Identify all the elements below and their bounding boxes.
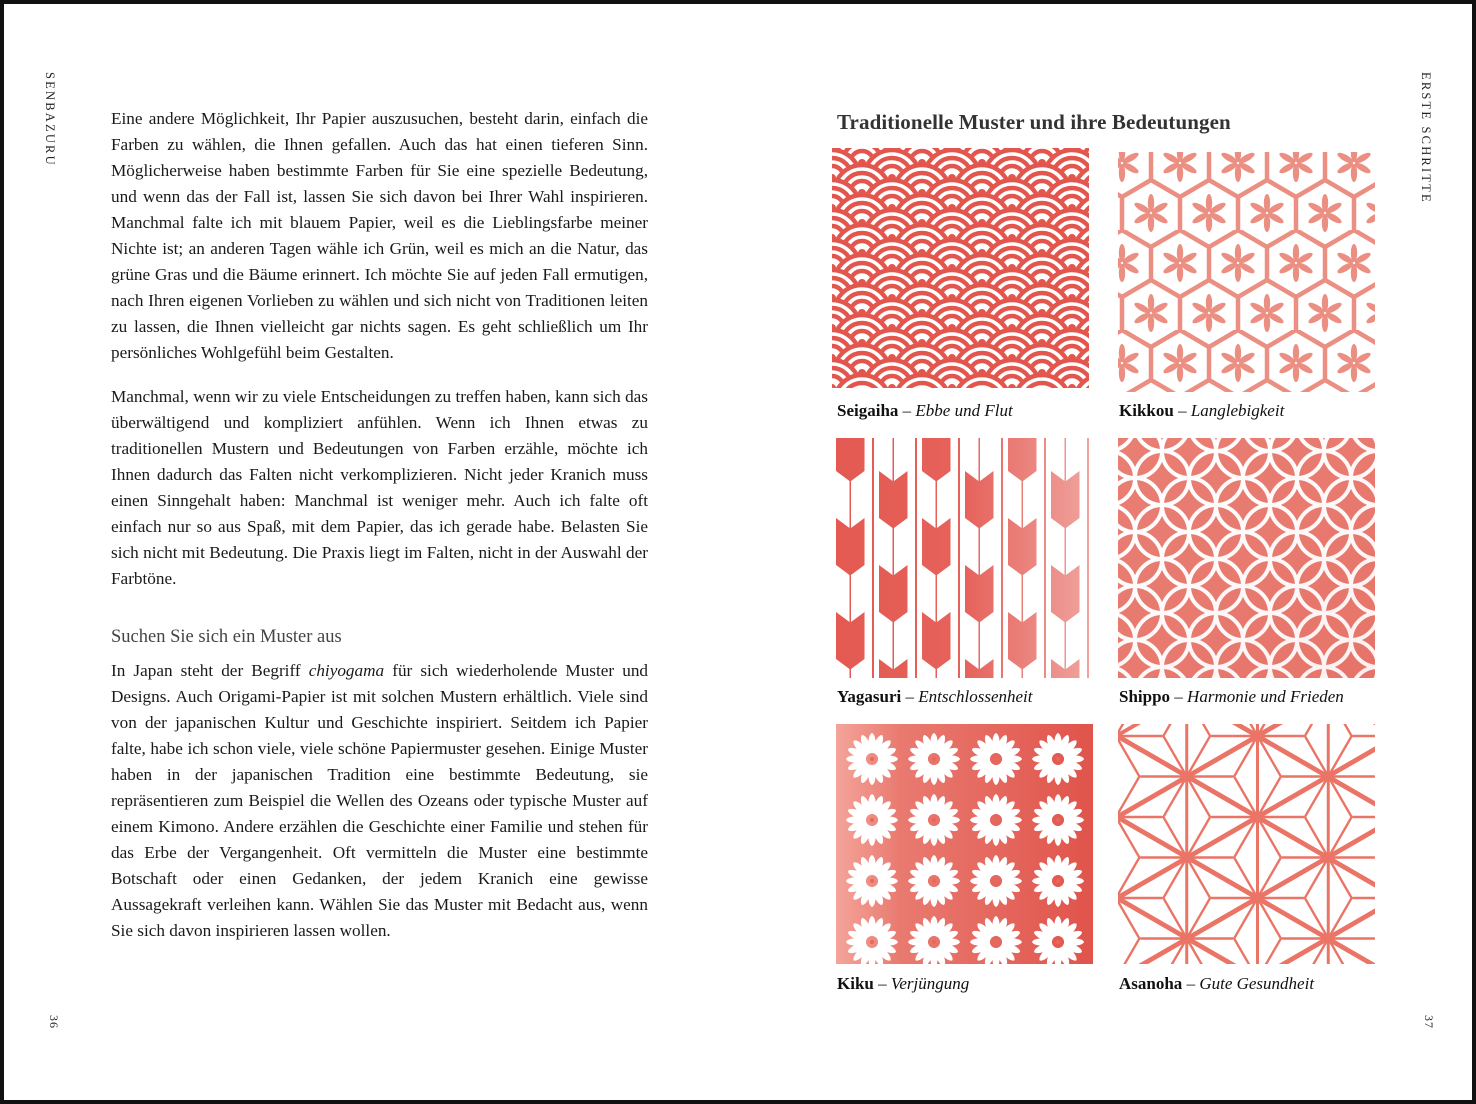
caption-kikkou (1119, 401, 1284, 421)
chrysanthemum-flower (1032, 733, 1084, 785)
pattern-name: Kiku (837, 974, 874, 993)
paragraph-1: Eine andere Möglichkeit, Ihr Papier auszusuchen, besteht darin, einfach die Farben zu wählen, die Ihnen gefallen. Auch das hat einen tieferen Sinn. Möglicherweise haben bestimmte Farben für Sie eine spezielle Bedeutung, und wenn das der Fall ist, lassen Sie sich davon bei Ihrer Wahl inspirieren. Manchmal falte ich mit blauem Papier, weil es die Lieblingsfarbe meiner Nichte ist; an anderen Tagen wähle ich Grün, weil es mich an die Natur, das grüne Gras und die Bäume erinnert. Ich möchte Sie auf jeden Fall ermutigen, nach Ihren eigenen Vorlieben zu wählen und sich nicht von Traditionen leiten zu lassen, die Ihnen vielleicht gar nichts sagen. Es geht schließlich um Ihr persönliches Wohlgefühl beim Gestalten. (111, 109, 648, 362)
chrysanthemum-flower (908, 794, 960, 846)
caption-seigaiha (837, 401, 1013, 421)
chrysanthemum-flower (846, 733, 898, 785)
chrysanthemum-flower (908, 855, 960, 907)
caption-separator: – (898, 401, 916, 420)
caption-separator: – (1173, 401, 1191, 420)
seigaiha-pattern-icon (832, 148, 1089, 388)
pattern-image-kiku (836, 724, 1093, 964)
chrysanthemum-flower (970, 733, 1022, 785)
chrysanthemum-flower (908, 733, 960, 785)
caption-separator: – (873, 974, 891, 993)
caption-shippo (1119, 687, 1344, 707)
pattern-name: Seigaiha (837, 401, 899, 420)
page-number-left: 36 (47, 1015, 61, 1029)
chrysanthemum-flower (970, 855, 1022, 907)
chrysanthemum-flower (846, 855, 898, 907)
term-chiyogama: chiyogama (308, 661, 385, 680)
subheading: Suchen Sie sich ein Muster aus (111, 627, 342, 647)
pattern-image-asanoha (1118, 724, 1375, 964)
pattern-image-yagasuri (836, 438, 1093, 678)
asanoha-pattern-icon (1118, 724, 1375, 964)
caption-kiku (837, 974, 969, 994)
shippo-pattern-icon (1118, 438, 1375, 678)
pattern-meaning: Ebbe und Flut (915, 401, 1013, 420)
pattern-name: Yagasuri (837, 687, 902, 706)
paragraph-3-rest: für sich wiederholende Muster und Designs. Auch Origami-Papier ist mit solchen Mustern erhältlich. Viele sind von der japanischen Kultur und Geschichte inspiriert. Seitdem ich Papier falte, habe ich schon viele, viele schöne Papiermuster gesehen. Einige Muster haben in der japanischen Tradition eine bestimmte Bedeutung, sie repräsentieren zum Beispiel die Wellen des Ozeans oder typische Muster auf einem Kimono. Andere erzählen die Geschichte einer Familie und stehen für das Erbe der Vergangenheit. Oft vermitteln die Muster eine bestimmte Botschaft oder einen Gedanken, der jedem Kranich eine gewisse Aussagekraft verleihen kann. Wählen Sie das Muster mit Bedacht aus, wenn Sie sich davon inspirieren lassen wollen. (111, 661, 649, 940)
paragraph-3 (111, 658, 648, 944)
caption-separator: – (901, 687, 919, 706)
patterns-title: Traditionelle Muster und ihre Bedeutungen (837, 110, 1231, 134)
paragraph-3-start: In Japan steht der Begriff (111, 661, 309, 680)
pattern-name: Shippo (1119, 687, 1171, 706)
pattern-meaning: Langlebigkeit (1190, 401, 1285, 420)
yagasuri-pattern-icon (836, 438, 1093, 678)
running-head-left: SENBAZURU (43, 72, 57, 167)
chrysanthemum-flower (1032, 794, 1084, 846)
running-head-right: ERSTE SCHRITTE (1419, 72, 1433, 204)
pattern-meaning: Gute Gesundheit (1199, 974, 1315, 993)
caption-asanoha (1119, 974, 1314, 994)
kikkou-pattern-icon (1118, 152, 1375, 392)
kiku-pattern-icon (836, 724, 1093, 964)
chrysanthemum-flower (970, 794, 1022, 846)
left-text-column (111, 106, 648, 962)
pattern-meaning: Verjüngung (890, 974, 970, 993)
pattern-meaning: Entschlossenheit (918, 687, 1033, 706)
pattern-name: Kikkou (1119, 401, 1174, 420)
caption-separator: – (1170, 687, 1188, 706)
pattern-image-kikkou (1118, 152, 1375, 392)
chrysanthemum-flower (1032, 855, 1084, 907)
paragraph-2: Manchmal, wenn wir zu viele Entscheidungen zu treffen haben, kann sich das überwältigend und kompliziert anfühlen. Wenn ich Ihnen etwas zu traditionellen Mustern und Bedeutungen von Farben erzähle, möchte ich Ihnen dadurch das Falten nicht verkomplizieren. Nicht jeder Kranich muss einen Sinngehalt haben: Manchmal ist weniger mehr. Auch ich falte oft einfach nur so aus Spaß, mit dem Papier, das ich gerade habe. Belasten Sie sich nicht mit Bedeutung. Die Praxis liegt im Falten, nicht in der Auswahl der Farbtöne. (111, 387, 648, 588)
pattern-name: Asanoha (1119, 974, 1183, 993)
pattern-image-seigaiha (832, 148, 1089, 388)
chrysanthemum-flower (846, 794, 898, 846)
caption-yagasuri (837, 687, 1033, 707)
pattern-meaning: Harmonie und Frieden (1187, 687, 1344, 706)
pattern-image-shippo (1118, 438, 1375, 678)
caption-separator: – (1182, 974, 1200, 993)
page-number-right: 37 (1422, 1015, 1436, 1029)
